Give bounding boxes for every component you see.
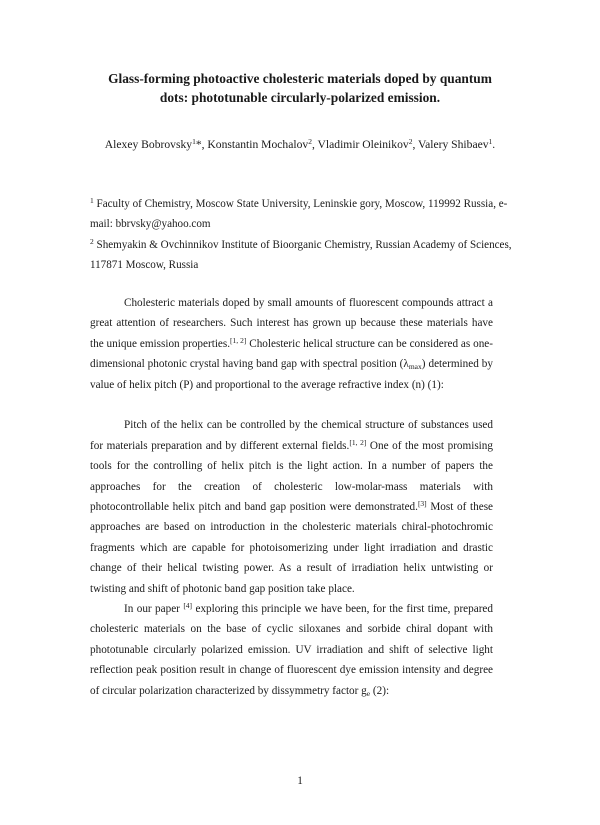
paragraph-text: Most of these approaches are based on introduction in the cholesteric materials chiral-photochromic fragments which are capable for photoisomerizing under light irradiation and drastic change of their helical twisting power. As a result of irradiation helix untwisting or twisting and shift of photonic band gap position take place.	[90, 501, 494, 595]
affiliation-number: 1	[90, 196, 94, 205]
paragraph-1	[90, 293, 493, 395]
title-line-2: dots: phototunable circularly-polarized emission.	[159, 90, 441, 105]
author-affiliation-mark: 2	[408, 137, 413, 146]
paper-title	[60, 69, 540, 107]
affiliation-number: 2	[90, 237, 94, 246]
author-separator: .	[492, 138, 496, 151]
author-name: Valery Shibaev	[418, 138, 489, 151]
title-line-1: Glass-forming photoactive cholesteric materials doped by quantum	[108, 71, 492, 86]
subscript: e	[366, 688, 371, 698]
author-affiliation-mark: 1	[192, 137, 196, 146]
citation-ref: [1, 2]	[230, 335, 247, 345]
citation-ref: [3]	[417, 499, 427, 509]
equation-formula	[272, 395, 366, 415]
affiliation-text: Shemyakin & Ovchinnikov Institute of Bioorganic Chemistry, Russian Academy of Sciences, 117871 Moscow, Russia	[90, 239, 512, 271]
paragraph-2	[90, 415, 493, 599]
author-list	[0, 137, 600, 153]
paragraph-text: One of the most promising tools for the controlling of helix pitch is the light action. In a number of papers the approaches for the creation of cholesteric low-molar-mass materials with photocontrollable helix pitch and band gap position were demonstrated.	[90, 439, 493, 514]
paragraph-text: exploring this principle we have been, for the first time, prepared cholesteric materials on the base of cyclic siloxanes and sorbide chiral dopant with phototunable circularly polarized emission. UV irradiation and shift of selective light reflection peak position result in change of fluorescent dye emission intensity and degree of circular polarization characterized by dissymmetry factor g	[90, 603, 493, 697]
paragraph-text: In our paper	[124, 603, 184, 616]
body-text	[90, 293, 493, 701]
subscript: max	[408, 362, 422, 372]
citation-ref: [1, 2]	[349, 437, 367, 447]
equation-1	[90, 395, 493, 415]
author-separator: ,	[201, 138, 208, 151]
author-separator: ,	[412, 138, 419, 151]
author-name: Konstantin Mochalov	[207, 138, 309, 151]
paragraph-text: Cholesteric materials doped by small amounts of fluorescent compounds attract a great attention of researchers. Such interest has grown up because these materials have the unique emission properties.	[90, 297, 493, 350]
paragraph-text: Cholesteric helical structure can be considered as one-dimensional photonic crystal having band gap with spectral position (λ	[90, 337, 493, 371]
author-affiliation-mark: 2	[308, 137, 312, 146]
paragraph-text: (2):	[370, 684, 390, 697]
paragraph-text: Pitch of the helix can be controlled by the chemical structure of substances used for materials preparation and by different external fields.	[90, 419, 493, 452]
affiliation-2	[90, 235, 520, 275]
citation-ref: [4]	[183, 601, 193, 611]
author-name: Alexey Bobrovsky	[104, 138, 193, 151]
paragraph-3	[90, 599, 493, 701]
author-name: Vladimir Oleinikov	[317, 138, 409, 151]
page-number: 1	[297, 775, 303, 787]
affiliation-text: Faculty of Chemistry, Moscow State University, Leninskie gory, Moscow, 119992 Russia, e-mail: bbrvsky@yahoo.com	[90, 198, 508, 230]
author-separator: ,	[311, 138, 318, 151]
affiliation-1	[90, 194, 520, 234]
corresponding-author-mark: *	[195, 138, 202, 151]
paragraph-text: ) determined by value of helix pitch (P) and proportional to the average refractive index (n) (1):	[90, 358, 493, 391]
author-affiliation-mark: 1	[488, 137, 493, 146]
